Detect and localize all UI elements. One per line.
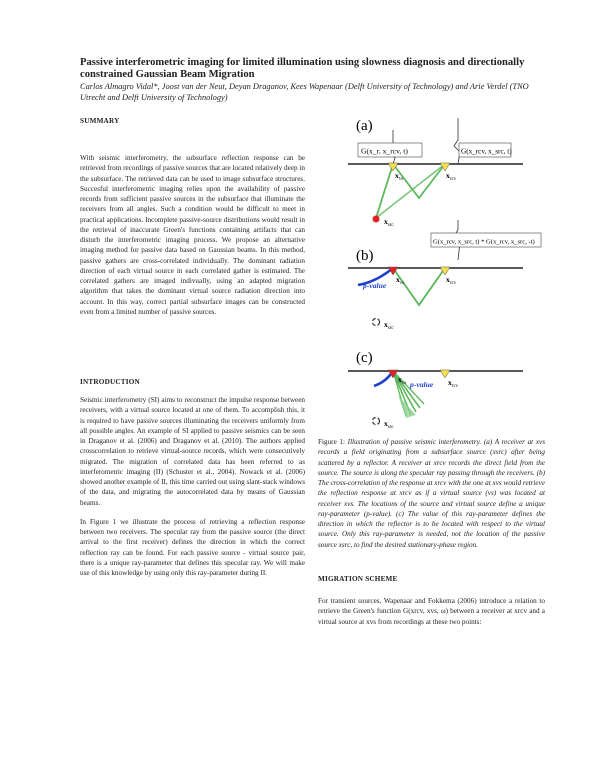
summary-paragraph: With seismic interferometry, the subsurface reflection response can be retrieved from recordings of passive sources that are located relatively deep in the subsurface. The retrieved data can be used to image subsurface structures. Succesful interferometric imaging relies upon the availability of passive records from sufficient passive sources in the subsurface that illuminate the receivers from all angles. Such a condition would be difficult to meet in practical applications. Incomplete passive-source distributions would result in the retrieval of inaccurate Green's functions containing artifacts that can disturb the interferometric imaging process. We propose an alternative imaging method for passive data based on Gaussian beams. In this method, passive gathers are cross-correlated individually. The dominant radiation direction of each virtual source in each correlated gather is estimated. The correlated gathers are imaged indivually, using an adapted migration algorithm that takes the dominant virtual source radiation direction into account. In this way, correct partial subsurface images can be constructed even from a limited number of passive sources. — [80, 154, 305, 316]
label-xvs-a: $x_{vs}$ — [395, 171, 404, 182]
passive-source-c-icon — [373, 418, 380, 425]
introduction-paragraph-2: In Figure 1 we illustrate the process of retrieving a reflection response between two receivers. The specular ray from the passive source (the direct arrival to the first receiver) defines the direction in which the correct reflection ray can be found. For each passive source - virtual source pair, there is a unique ray-parameter that defines this specular ray. We will make use of this knowledge by using only this ray-parameter during II. — [80, 517, 305, 577]
author-line: Carlos Almagro Vidal*, Joost van der Neut, Deyan Draganov, Kees Wapenaar (Delft University of Technology) and Arie Verdel (TNO Utrecht and Delft University of Technology) — [80, 82, 529, 102]
caption-label: Figure 1: — [318, 438, 346, 446]
paper-title: Passive interferometric imaging for limited illumination using slowness diagnosis and directionally constrained Gaussian Beam Migration — [80, 57, 525, 81]
figure-caption — [318, 437, 545, 550]
green-function-a-left: G(x_r, x_rcv, t) — [361, 146, 408, 156]
p-value-label-b: p-value — [363, 281, 387, 290]
label-xvs-c: $x_{vs}$ — [398, 375, 407, 386]
label-xrcv-a: $x_{rcv}$ — [446, 171, 457, 182]
introduction-paragraph-1: Seismic interferometry (SI) aims to reconstruct the impulse response between receivers, with a virtual source located at one of them. To accomplish this, it is required to have passive sources illuminating the receivers uniformly from all possible angles. An example of SI applied to passive seismics can be seen in Draganov et al. (2006) and Draganov et al. (2010). The authors applied crosscorrelation to retrieve virtual-source records, which were consecutively migrated. The migration of correlated data has been referred to as interferometric imaging (II) (Schuster et al., 2004). Nowack et al. (2006) showed another example of II, this time carried out using slant-stack windows of the data, and migrating the autocorrelated data by means of Gaussian beams. — [80, 396, 305, 507]
migration-paragraph: For transient sources, Wapenaar and Fokkema (2006) introduce a relation to retrieve the Green's function G(xrcv, xvs, ω) between a receiver at xrcv and a virtual source at xvs from recordings at these two points: — [318, 597, 545, 626]
panel-c-label: (c) — [356, 350, 373, 366]
green-function-b: G(x_rcv, x_src, t) * G(x_rcv, x_src, -t) — [433, 238, 535, 246]
panel-b-label: (b) — [356, 248, 374, 264]
direct-ray-a — [376, 164, 445, 218]
label-xrcv-b: $x_{rcv}$ — [446, 275, 457, 286]
label-xsrc-a: $x_{src}$ — [384, 217, 394, 228]
green-function-a-right: G(x_rcv, x_src, t) — [461, 147, 512, 156]
label-xrcv-c: $x_{rcv}$ — [448, 378, 459, 389]
label-xsrc-c: $x_{src}$ — [384, 419, 394, 430]
migration-heading: MIGRATION SCHEME — [318, 575, 398, 583]
introduction-heading: INTRODUCTION — [80, 378, 140, 386]
p-value-label-c: p-value — [410, 380, 434, 389]
caption-text: Illustration of passive seismic interferometry. (a) A receiver at xvs records a field originating from a subsurface source (xsrc) after being scattered by a reflector. A receiver at xrcv records the direct field from the source. The source is along the specular ray passing through the receivers. (b) The cross-correlation of the response at xrcv with the one at xvs would retrieve the reflection response at xrcv as if a virtual source (vs) was located at receiver xvs. The locations of the source and virtual source define a unique ray-parameter (p-value). (c) The value of this ray-parameter defines the direction in which the reflector is to be located with respect to the virtual source. Only this ray-parameter is needed, not the location of the passive source xsrc, to find the desired stationary-phase region. — [318, 438, 545, 549]
label-xsrc-b: $x_{src}$ — [384, 320, 394, 331]
figure-1 — [318, 110, 548, 435]
introduction-body — [80, 395, 305, 587]
reflected-ray-b — [419, 268, 445, 305]
receiver-rcv-c-icon — [440, 370, 450, 378]
summary-heading: SUMMARY — [80, 117, 120, 125]
passive-source-a-icon — [373, 216, 380, 223]
label-xvs-b: $x_{vs}$ — [396, 275, 405, 286]
panel-a-label: (a) — [356, 118, 373, 134]
ray-path-b — [393, 268, 445, 305]
passive-source-b-icon — [373, 319, 380, 326]
